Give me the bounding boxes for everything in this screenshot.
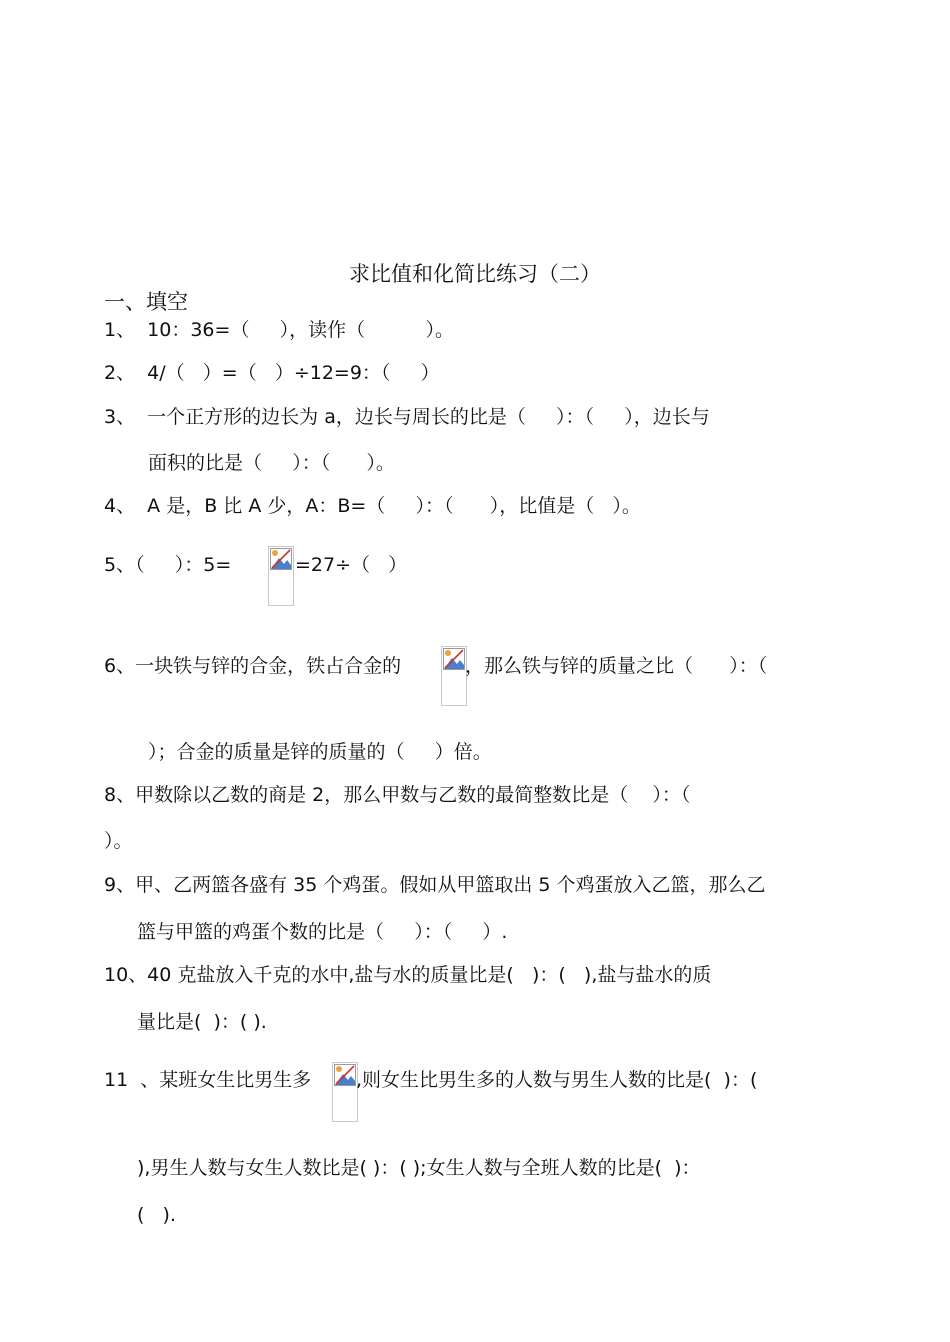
question-5-part-2: =27÷（ ） (295, 554, 408, 576)
question-6-line-2: ）；合金的质量是锌的质量的（ ）倍。 (148, 741, 492, 763)
question-10-line-2: 量比是( )：( ). (137, 1011, 267, 1033)
question-11-line-3: ( ). (137, 1204, 176, 1226)
question-11-part-1: 11 、某班女生比男生多 (104, 1069, 312, 1091)
question-11-line-2: ),男生人数与女生人数比是( )：( );女生人数与全班人数的比是( )： (137, 1157, 701, 1179)
question-6-part-2: ，那么铁与锌的质量之比（ ）：（ (465, 655, 768, 677)
question-8-line-1: 8、甲数除以乙数的商是 2，那么甲数与乙数的最简整数比是（ ）：（ (104, 784, 691, 806)
question-3-line-2: 面积的比是（ ）：（ ）。 (148, 452, 395, 474)
broken-image-icon (334, 1064, 356, 1086)
question-2: 2、 4/（ ）=（ ）÷12=9：（ ） (104, 362, 440, 384)
question-6-part-1: 6、一块铁与锌的合金，铁占合金的 (104, 655, 402, 677)
question-3-line-1: 3、 一个正方形的边长为 a，边长与周长的比是（ ）：（ ），边长与 (104, 406, 710, 428)
question-8-line-2: ）。 (104, 830, 133, 852)
question-10-line-1: 10、40 克盐放入千克的水中,盐与水的质量比是( )：( ),盐与盐水的质 (104, 964, 712, 986)
question-5-part-1: 5、（ ）：5= (104, 554, 232, 576)
question-11-part-2: ,则女生比男生多的人数与男生人数的比是( )：( (356, 1069, 758, 1091)
fraction-image-q11 (332, 1062, 358, 1122)
fraction-image-q6 (441, 646, 467, 706)
question-9-line-2: 篮与甲篮的鸡蛋个数的比是（ ）：（ ）. (137, 921, 508, 943)
fraction-image-q5 (268, 546, 294, 606)
page-title: 求比值和化简比练习（二） (349, 262, 601, 286)
broken-image-icon (443, 648, 465, 670)
question-9-line-1: 9、甲、乙两篮各盛有 35 个鸡蛋。假如从甲篮取出 5 个鸡蛋放入乙篮，那么乙 (104, 874, 766, 896)
broken-image-icon (270, 548, 292, 570)
question-4: 4、 A 是，B 比 A 少，A：B=（ ）：（ ），比值是（ ）。 (104, 495, 641, 517)
section-heading: 一、填空 (104, 290, 188, 314)
question-1: 1、 10：36=（ ），读作（ ）。 (104, 319, 455, 341)
